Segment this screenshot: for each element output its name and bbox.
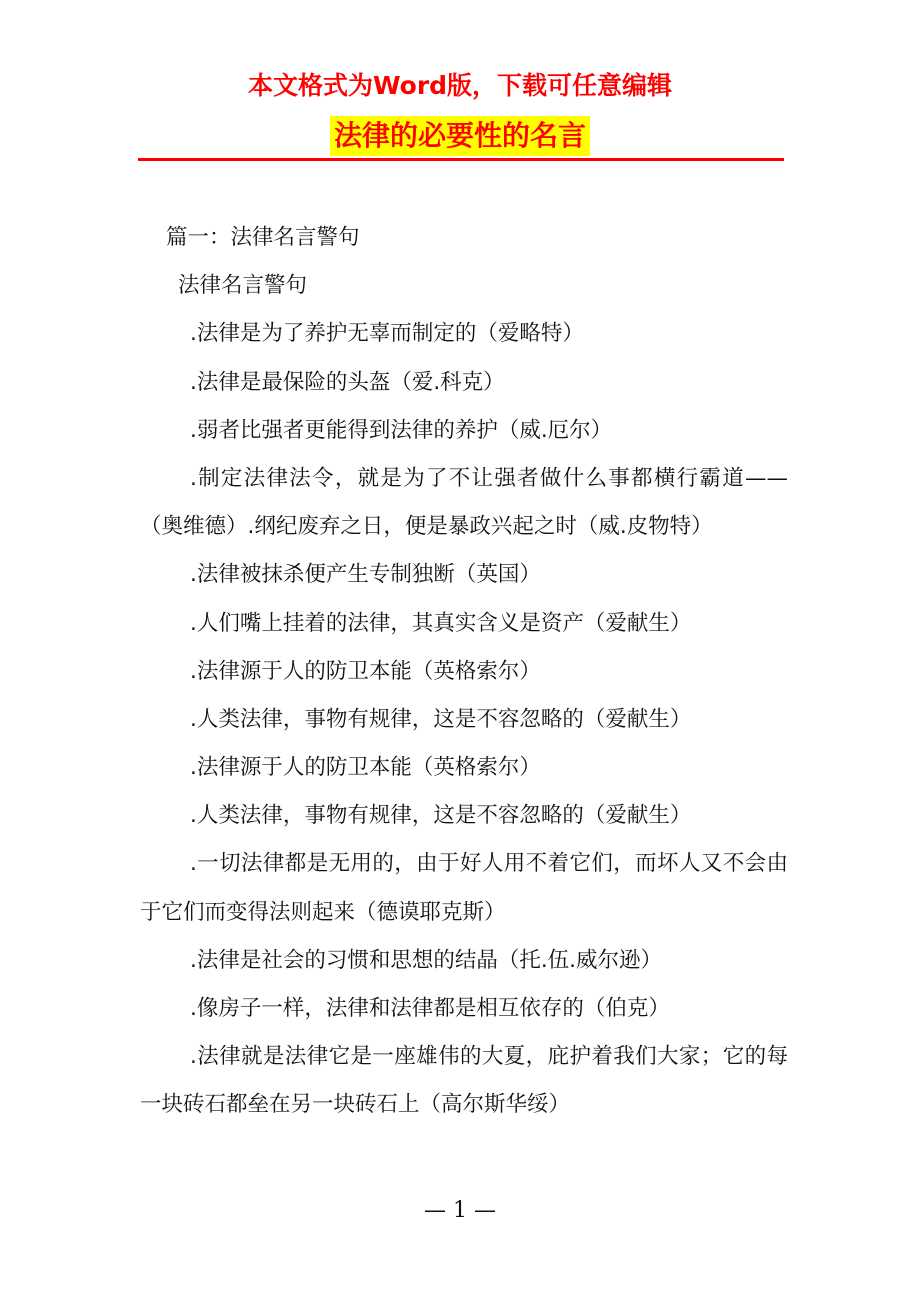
document-title: 法律的必要性的名言: [330, 116, 590, 156]
title-wrapper: [0, 116, 920, 158]
quote-item: .法律是为了养护无辜而制定的（爱略特）: [190, 321, 584, 347]
quote-item: .像房子一样，法律和法律都是相互依存的（伯克）: [190, 996, 670, 1022]
quote-item: .法律源于人的防卫本能（英格索尔）: [190, 658, 541, 684]
quote-item: .制定法律法令，就是为了不让强者做什么事都横行霸道——（奥维德）.纲纪废弃之日，便是暴政兴起之时（威.皮物特）: [140, 465, 788, 540]
quote-item: .弱者比强者更能得到法律的养护（威.厄尔）: [190, 417, 613, 443]
format-banner: 本文格式为Word版，下载可任意编辑: [247, 71, 673, 100]
quote-item: .人类法律，事物有规律，这是不容忽略的（爱献生）: [190, 803, 692, 829]
quote-item: .法律源于人的防卫本能（英格索尔）: [190, 755, 541, 781]
quote-item: .法律是社会的习惯和思想的结晶（托.伍.威尔逊）: [190, 947, 663, 973]
page-number: — 1 —: [424, 1198, 496, 1223]
sub-heading: 法律名言警句: [178, 273, 308, 299]
quote-item: .法律被抹杀便产生专制独断（英国）: [190, 562, 541, 588]
quote-item: .一切法律都是无用的，由于好人用不着它们，而坏人又不会由于它们而变得法则起来（德谟耶克斯）: [140, 851, 788, 925]
quote-item: .人们嘴上挂着的法律，其真实含义是资产（爱献生）: [190, 610, 692, 636]
title-divider: [138, 158, 784, 161]
section-heading: 篇一：法律名言警句: [166, 225, 360, 250]
quote-item: .人类法律，事物有规律，这是不容忽略的（爱献生）: [190, 706, 692, 732]
quote-item: .法律是最保险的头盔（爱.科克）: [190, 369, 505, 395]
quote-item: .法律就是法律它是一座雄伟的大夏，庇护着我们大家；它的每一块砖石都垒在另一块砖石上（高尔斯华绥）: [140, 1044, 788, 1118]
document-body: [140, 214, 788, 1130]
